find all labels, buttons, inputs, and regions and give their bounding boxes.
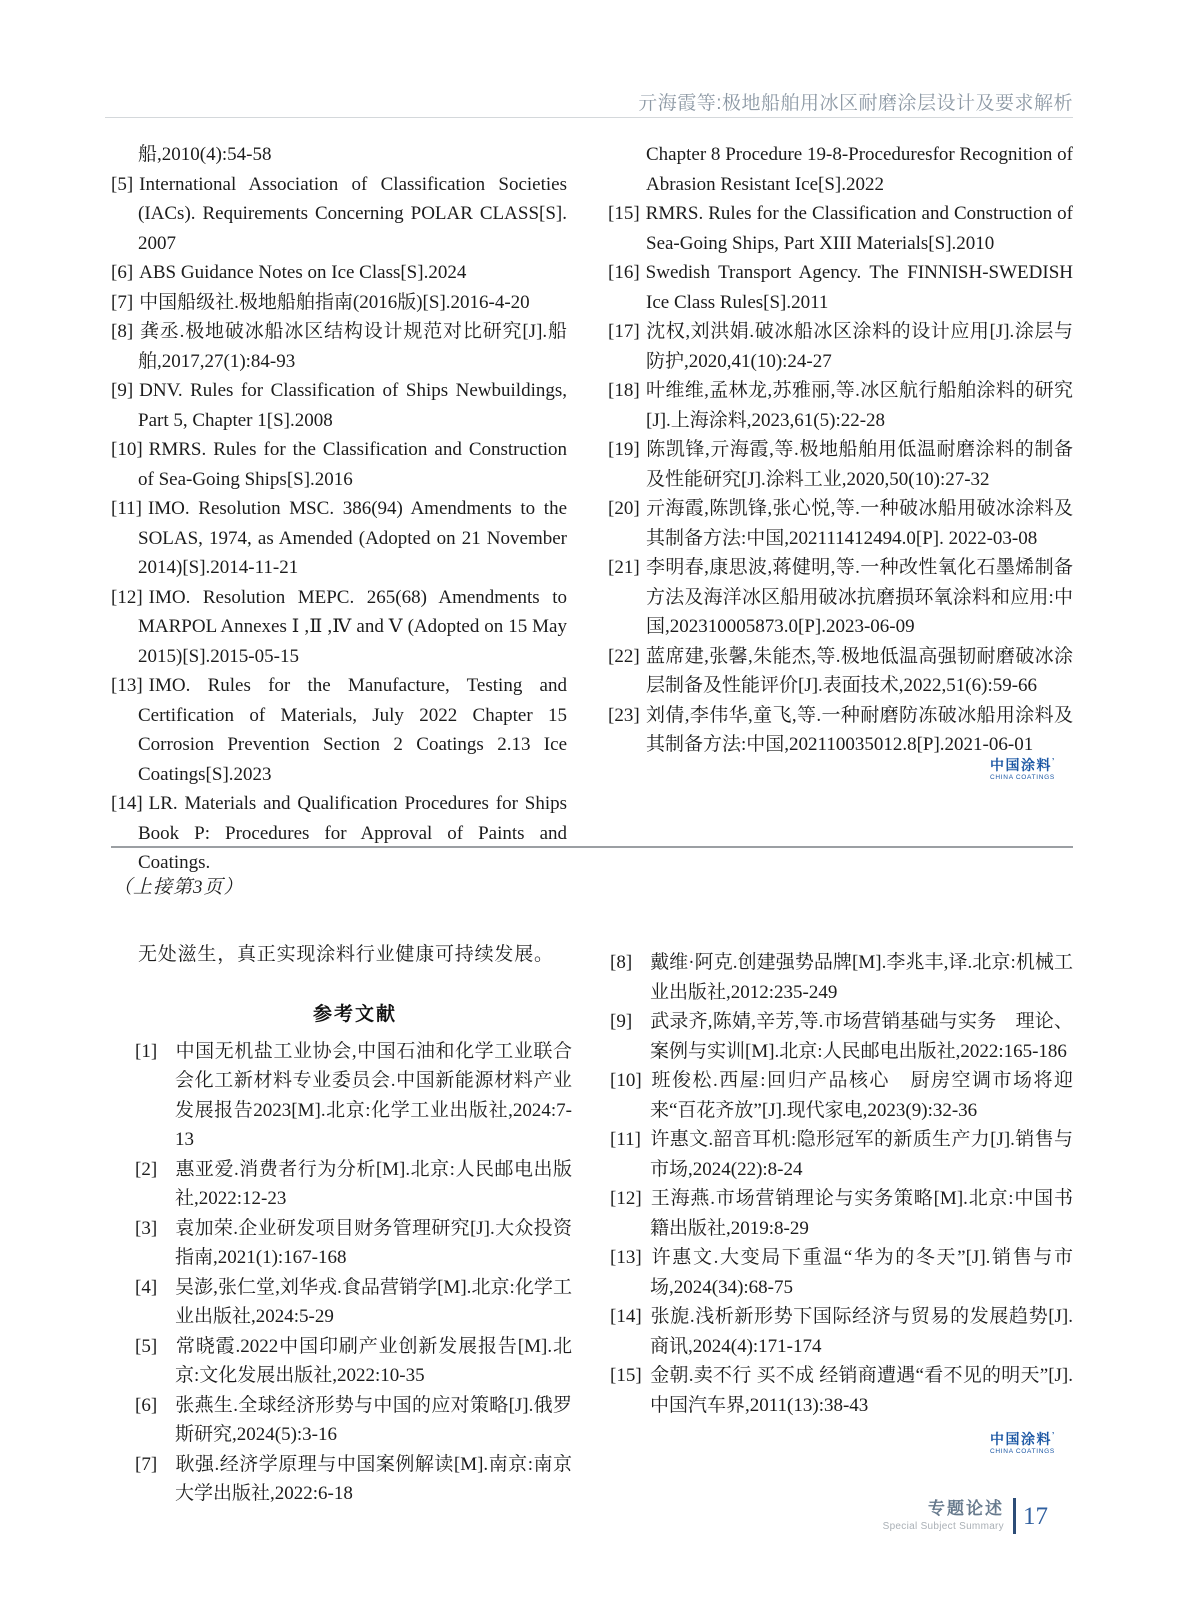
reference-text: 耿强.经济学原理与中国案例解读[M].南京:南京大学出版社,2022:6-18 (175, 1453, 572, 1504)
reference-entry (610, 1125, 1073, 1184)
reference-marker: [10] (610, 1070, 642, 1091)
reference-text: 沈权,刘洪娟.破冰船冰区涂料的设计应用[J].涂层与防护,2020,41(10):24-27 (645, 321, 1073, 372)
reference-marker: [7] (135, 1453, 158, 1475)
reference-marker: [5] (111, 173, 134, 195)
reference-marker: [6] (111, 262, 134, 283)
reference-entry (608, 317, 1073, 376)
reference-marker: [9] (111, 380, 134, 401)
reference-entry (111, 583, 567, 672)
header-rule (105, 117, 1073, 118)
reference-text: Chapter 8 Procedure 19-8-Proceduresfor Recognition of Abrasion Resistant Ice[S].2022 (646, 144, 1073, 195)
reference-text: LR. Materials and Qualification Procedures for Ships Book P: Procedures for Approval of Paints and Coatings. (138, 793, 567, 873)
reference-entry (608, 435, 1073, 494)
running-title: 亓海霞等:极地船舶用冰区耐磨涂层设计及要求解析 (638, 93, 1073, 114)
reference-entry (610, 1302, 1073, 1361)
reference-text: International Association of Classification Societies (IACs). Requirements Concerning POLAR CLASS[S]. 2007 (138, 173, 567, 254)
reference-text: 惠亚爱.消费者行为分析[M].北京:人民邮电出版社,2022:12-23 (175, 1158, 572, 1209)
reference-text: 李明春,康思波,蒋健明,等.一种改性氧化石墨烯制备方法及海洋冰区船用破冰抗磨损环氧涂料和应用:中国,202310005873.0[P].2023-06-09 (645, 557, 1073, 637)
reference-marker: [5] (135, 1335, 158, 1357)
logo-english-text: CHINA COATINGS (990, 1448, 1055, 1455)
reference-marker: [21] (608, 557, 640, 578)
references-heading: 参考文献 (312, 1003, 397, 1025)
logo-trademark-mark: ’ (1052, 757, 1056, 766)
reference-entry (610, 1007, 1073, 1066)
footer-section-title (883, 1499, 1004, 1532)
reference-text: 金朝.卖不行 买不成 经销商遭遇“看不见的明天”[J].中国汽车界,2011(13):38-43 (650, 1365, 1073, 1416)
reference-text: 许惠文.大变局下重温“华为的冬天”[J].销售与市场,2024(34):68-75 (650, 1247, 1073, 1298)
reference-marker: [11] (610, 1129, 641, 1150)
reference-marker: [6] (135, 1394, 158, 1416)
reference-text: 龚丞.极地破冰船冰区结构设计规范对比研究[J].船舶,2017,27(1):84-93 (138, 321, 567, 372)
reference-text: 中国船级社.极地船舶指南(2016版)[S].2016-4-20 (139, 291, 530, 313)
reference-entry (608, 376, 1073, 435)
reference-marker: [2] (135, 1158, 158, 1180)
article-bottom-right-column (608, 948, 1073, 1420)
reference-text: 班俊松.西屋:回归产品核心 厨房空调市场将迎来“百花齐放”[J].现代家电,2023(9):32-36 (650, 1070, 1073, 1121)
reference-text: Swedish Transport Agency. The FINNISH-SWEDISH Ice Class Rules[S].2011 (645, 262, 1073, 313)
reference-marker: [1] (135, 1040, 158, 1062)
reference-continuation (608, 140, 1073, 199)
reference-marker: [4] (135, 1276, 158, 1298)
reference-marker: [11] (111, 498, 142, 519)
logo-english-text: CHINA COATINGS (990, 774, 1055, 781)
references-bottom-right-list (610, 948, 1073, 1420)
reference-entry (608, 642, 1073, 701)
reference-entry (610, 1361, 1073, 1420)
reference-marker: [19] (608, 439, 640, 460)
reference-entry (608, 199, 1073, 258)
reference-text: 中国无机盐工业协会,中国石油和化学工业联合会化工新材料专业委员会.中国新能源材料产业发展报告2023[M].北京:化学工业出版社,2024:7-13 (175, 1040, 572, 1150)
reference-entry (111, 170, 567, 259)
article-closing-sentence: 无处滋生，真正实现涂料行业健康可持续发展。 (138, 944, 554, 965)
reference-entry (111, 258, 567, 288)
reference-text: DNV. Rules for Classification of Ships Newbuildings, Part 5, Chapter 1[S].2008 (138, 380, 567, 431)
reference-marker: [17] (608, 321, 640, 342)
reference-entry (135, 1273, 572, 1332)
reference-marker: [14] (610, 1306, 642, 1327)
reference-marker: [9] (610, 1011, 633, 1032)
reference-text: RMRS. Rules for the Classification and Construction of Sea-Going Ships[S].2016 (138, 439, 567, 490)
reference-text: ABS Guidance Notes on Ice Class[S].2024 (139, 262, 467, 283)
reference-entry (608, 258, 1073, 317)
reference-marker: [14] (111, 793, 143, 814)
reference-text: 陈凯锋,亓海霞,等.极地船舶用低温耐磨涂料的制备及性能研究[J].涂料工业,2020,50(10):27-32 (645, 439, 1073, 490)
reference-entry (111, 671, 567, 789)
footer-divider-bar (1013, 1498, 1016, 1534)
reference-entry (610, 1184, 1073, 1243)
references-top-right-column (608, 140, 1073, 760)
reference-text: 许惠文.韶音耳机:隐形冠军的新质生产力[J].销售与市场,2024(22):8-24 (650, 1129, 1073, 1180)
article-bottom-left-column (111, 940, 572, 1509)
reference-text: 叶维维,孟林龙,苏雅丽,等.冰区航行船舶涂料的研究[J].上海涂料,2023,61(5):22-28 (645, 380, 1073, 431)
reference-marker: [12] (610, 1188, 642, 1209)
reference-marker: [22] (608, 645, 640, 667)
references-bottom-left-list (135, 1037, 572, 1509)
reference-text: 蓝席建,张馨,朱能杰,等.极地低温高强韧耐磨破冰涂层制备及性能评价[J].表面技术,2022,51(6):59-66 (645, 645, 1073, 696)
references-top-left-column (111, 140, 567, 878)
reference-entry (135, 1037, 572, 1155)
reference-entry (608, 701, 1073, 760)
reference-continuation (111, 140, 567, 170)
reference-marker: [16] (608, 262, 640, 283)
reference-marker: [7] (111, 291, 134, 313)
reference-marker: [23] (608, 704, 640, 726)
reference-entry (111, 494, 567, 583)
reference-marker: [10] (111, 439, 143, 460)
logo-trademark-mark: ’ (1052, 1431, 1056, 1440)
reference-text: 张旎.浅析新形势下国际经济与贸易的发展趋势[J].商讯,2024(4):171-174 (650, 1306, 1073, 1357)
reference-entry (111, 435, 567, 494)
reference-marker: [8] (111, 321, 134, 342)
reference-text: 袁加荣.企业研发项目财务管理研究[J].大众投资指南,2021(1):167-168 (175, 1217, 572, 1268)
section-divider-rule (111, 846, 1073, 848)
logo-chinese-text: 中国涂料’ (990, 757, 1056, 773)
reference-entry (610, 1243, 1073, 1302)
reference-marker: [12] (111, 586, 143, 608)
reference-marker: [3] (135, 1217, 158, 1239)
continued-from-note: （上接第3页） (113, 877, 244, 898)
reference-entry (610, 1066, 1073, 1125)
footer-section-chinese: 专题论述 (928, 1499, 1004, 1519)
reference-entry (111, 376, 567, 435)
reference-marker: [18] (608, 380, 640, 401)
reference-entry (111, 317, 567, 376)
reference-entry (135, 1214, 572, 1273)
china-coatings-logo (990, 1432, 1074, 1456)
china-coatings-logo (990, 758, 1074, 782)
footer-section-english: Special Subject Summary (882, 1520, 1004, 1532)
reference-entry (608, 494, 1073, 553)
reference-text: 武录齐,陈婧,辛芳,等.市场营销基础与实务 理论、案例与实训[M].北京:人民邮电出版社,2022:165-186 (650, 1011, 1073, 1062)
reference-marker: [20] (608, 498, 640, 519)
reference-entry (135, 1391, 572, 1450)
reference-entry (135, 1332, 572, 1391)
reference-entry (608, 553, 1073, 642)
reference-text: RMRS. Rules for the Classification and Construction of Sea-Going Ships, Part XIII Materials[S].2010 (645, 203, 1073, 254)
reference-marker: [13] (111, 675, 143, 696)
reference-text: 船,2010(4):54-58 (138, 144, 272, 165)
reference-text: IMO. Resolution MEPC. 265(68) Amendments to MARPOL Annexes Ⅰ ,Ⅱ ,Ⅳ and Ⅴ (Adopted on 15 May 2015)[S].2015-05-15 (138, 586, 567, 667)
page-number: 17 (1023, 1502, 1048, 1530)
reference-text: 亓海霞,陈凯锋,张心悦,等.一种破冰船用破冰涂料及其制备方法:中国,202111412494.0[P]. 2022-03-08 (645, 498, 1073, 549)
reference-text: 常晓霞.2022中国印刷产业创新发展报告[M].北京:文化发展出版社,2022:10-35 (175, 1335, 572, 1386)
reference-text: 戴维·阿克.创建强势品牌[M].李兆丰,译.北京:机械工业出版社,2012:235-249 (650, 952, 1073, 1003)
reference-entry (111, 789, 567, 878)
page-footer (883, 1498, 1048, 1534)
reference-marker: [13] (610, 1247, 642, 1268)
reference-entry (111, 288, 567, 318)
reference-entry (610, 948, 1073, 1007)
reference-marker: [8] (610, 952, 633, 973)
reference-text: 王海燕.市场营销理论与实务策略[M].北京:中国书籍出版社,2019:8-29 (650, 1188, 1073, 1239)
logo-chinese-text: 中国涂料’ (990, 1431, 1056, 1447)
reference-text: 刘倩,李伟华,童飞,等.一种耐磨防冻破冰船用涂料及其制备方法:中国,202110035012.8[P].2021-06-01 (645, 704, 1073, 755)
reference-text: 张燕生.全球经济形势与中国的应对策略[J].俄罗斯研究,2024(5):3-16 (175, 1394, 572, 1445)
reference-entry (135, 1450, 572, 1509)
reference-text: IMO. Rules for the Manufacture, Testing and Certification of Materials, July 2022 Chapter 15 Corrosion Prevention Section 2 Coatings 2.13 Ice Coatings[S].2023 (138, 675, 567, 785)
reference-text: IMO. Resolution MSC. 386(94) Amendments to the SOLAS, 1974, as Amended (Adopted on 21 November 2014)[S].2014-11-21 (138, 498, 567, 578)
reference-text: 吴澎,张仁堂,刘华戎.食品营销学[M].北京:化学工业出版社,2024:5-29 (175, 1276, 572, 1327)
reference-marker: [15] (610, 1365, 642, 1386)
reference-entry (135, 1155, 572, 1214)
reference-marker: [15] (608, 203, 640, 224)
